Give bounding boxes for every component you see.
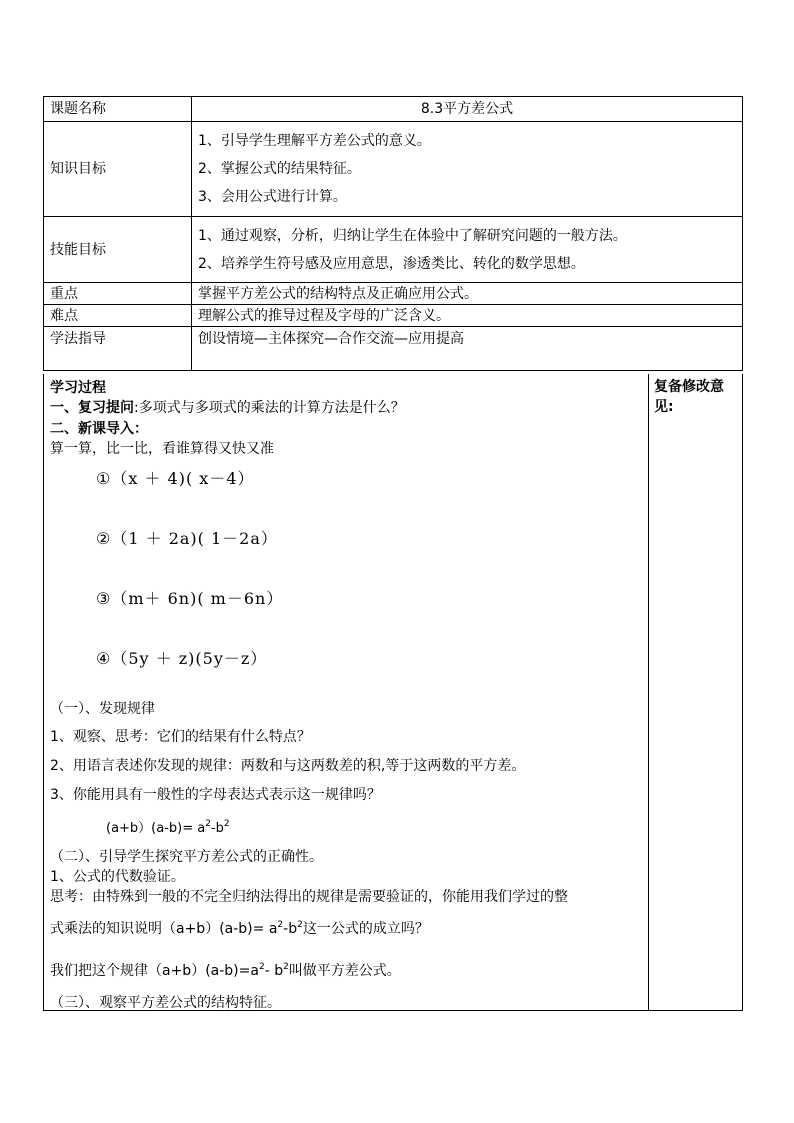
course-name-value: 8.3平方差公式 [192, 97, 743, 122]
column-divider [648, 374, 649, 1010]
difficulty-value: 理解公式的推导过程及字母的广泛含义。 [192, 305, 743, 327]
skills-item: 2、培养学生符号感及应用意思，渗透类比、转化的数学思想。 [198, 255, 585, 272]
name-text-b: - b [264, 963, 284, 979]
question-1: 1、观察、思考：它们的结果有什么特点？ [50, 729, 311, 745]
superscript: 2 [297, 920, 303, 930]
intro-heading: 二、新课导入： [50, 421, 148, 437]
question-3: 3、你能用具有一般性的字母表达式表示这一规律吗？ [50, 787, 381, 803]
difficulty-row [44, 305, 743, 327]
process-heading: 学习过程 [50, 380, 106, 396]
skills-item: 1、通过观察，分析，归纳让学生在体验中了解研究问题的一般方法。 [198, 227, 627, 244]
think-text-c: 这一公式的成立吗？ [302, 921, 429, 937]
key-point-value: 掌握平方差公式的结构特点及正确应用公式。 [192, 283, 743, 305]
think-line-1: 思考：由特殊到一般的不完全归纳法得出的规律是需要验证的，你能用我们学过的整 [50, 889, 568, 905]
lesson-info-table [43, 96, 743, 371]
formula-naming [50, 960, 401, 980]
formula-general [106, 817, 230, 836]
difficulty-label: 难点 [44, 305, 192, 327]
section-structure: （三）、观察平方差公式的结构特征。 [50, 995, 281, 1011]
method-row [44, 327, 743, 371]
method-value: 创设情境—主体探究—合作交流—应用提高 [192, 327, 743, 371]
review-text: :多项式与多项式的乘法的计算方法是什么？ [134, 400, 405, 416]
name-text-c: 叫做平方差公式。 [288, 963, 401, 979]
superscript: 2 [277, 920, 284, 930]
think-line-2 [50, 918, 429, 938]
superscript: 2 [205, 819, 211, 829]
algebraic-verify: 1、公式的代数验证。 [50, 869, 185, 885]
knowledge-item: 3、会用公式进行计算。 [198, 189, 347, 205]
revision-notes-heading: 复备修改意见: [654, 379, 724, 415]
knowledge-items [192, 122, 743, 217]
superscript: 2 [258, 962, 265, 972]
section-verify: （二）、引导学生探究平方差公式的正确性。 [50, 849, 323, 865]
superscript: 2 [223, 819, 230, 829]
review-prefix: 一、复习提问 [50, 400, 134, 416]
skills-row [44, 217, 743, 283]
exercise-4: ④（5y ＋ z)(5y－z） [96, 649, 268, 668]
section-discover: （一）、发现规律 [50, 701, 155, 717]
formula-mid: -b [210, 821, 224, 836]
exercise-2: ②（1 ＋ 2a)( 1－2a） [96, 529, 278, 548]
name-text-a: 我们把这个规律（a+b）(a-b)=a [50, 963, 259, 979]
skills-label: 技能目标 [44, 217, 192, 283]
skills-items [192, 217, 743, 283]
knowledge-label: 知识目标 [44, 122, 192, 217]
exercise-1: ①（x ＋ 4)( x－4） [96, 469, 255, 488]
knowledge-item: 1、引导学生理解平方差公式的意义。 [198, 133, 431, 149]
question-2: 2、用语言表述你发现的规律：两数和与这两数差的积,等于这两数的平方差。 [50, 758, 526, 774]
think-text-b: -b [283, 921, 298, 937]
learning-process-section [43, 374, 743, 1011]
superscript: 2 [283, 962, 289, 972]
course-name-label: 课题名称 [44, 97, 192, 122]
knowledge-item: 2、掌握公式的结果特征。 [198, 161, 361, 177]
course-name-row [44, 97, 743, 122]
key-point-row [44, 283, 743, 305]
think-text-a: 式乘法的知识说明（a+b）(a-b)= a [50, 921, 278, 937]
review-question [50, 397, 405, 417]
key-point-label: 重点 [44, 283, 192, 305]
intro-text: 算一算，比一比，看谁算得又快又准 [50, 441, 274, 457]
method-label: 学法指导 [44, 327, 192, 371]
exercise-3: ③（m＋ 6n)( m－6n） [96, 589, 284, 608]
knowledge-row [44, 122, 743, 217]
formula-left: (a+b）(a-b)= a [106, 821, 206, 836]
